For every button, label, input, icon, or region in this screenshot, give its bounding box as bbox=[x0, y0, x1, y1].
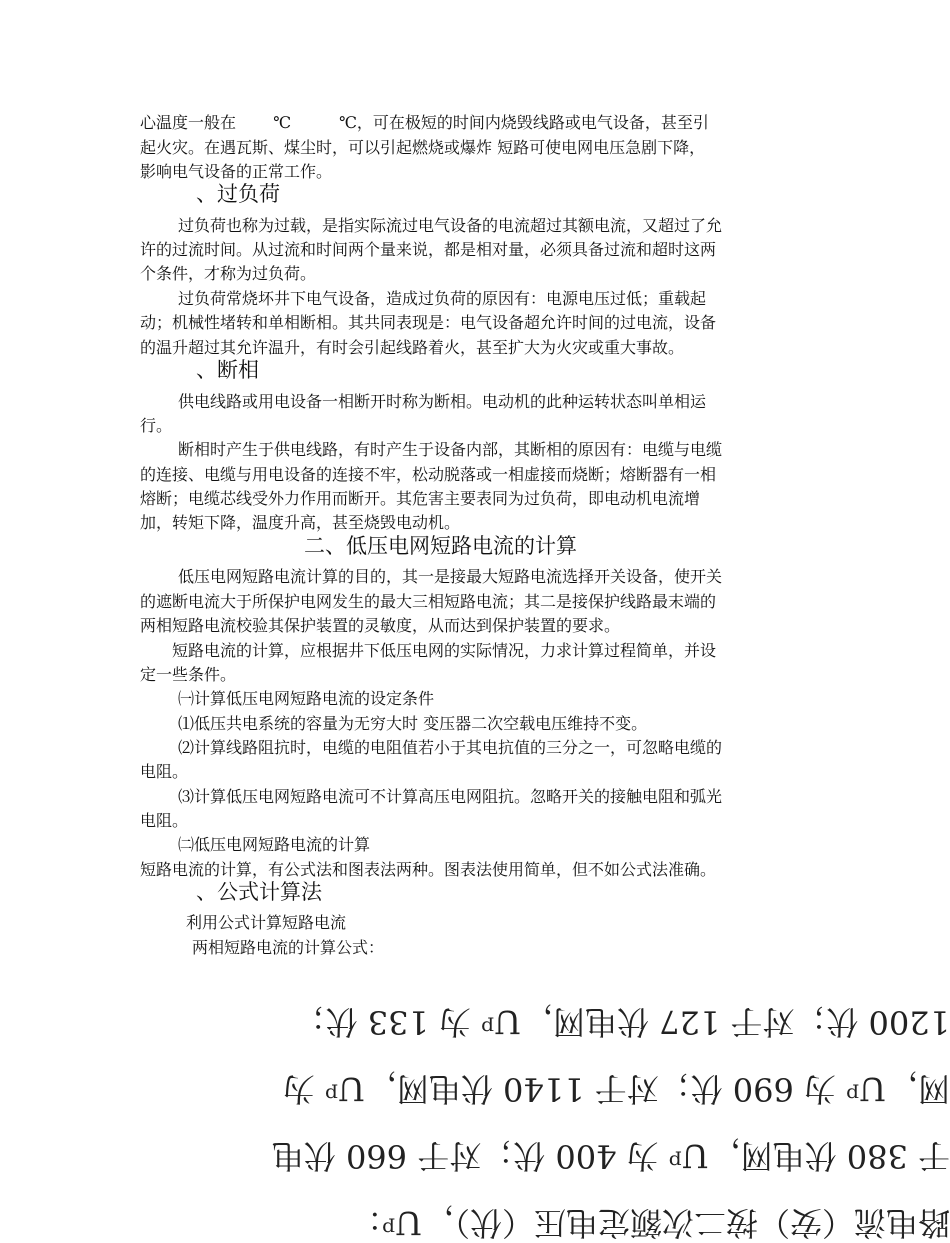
text-line: 起火灾。在遇瓦斯、煤尘时，可以引起燃烧或爆炸 短路可使电网电压急剧下降， bbox=[140, 138, 706, 157]
text-line: 过负荷也称为过载，是指实际流过电气设备的电流超过其额电流，又超过了允 bbox=[178, 216, 723, 235]
text-line: 短路电流的计算，有公式法和图表法两种。图表法使用简单，但不如公式法准确。 bbox=[140, 860, 717, 879]
section-heading: 、断相 bbox=[196, 358, 259, 382]
text-line: 电阻。 bbox=[140, 762, 189, 781]
text-line: 加，转矩下降，温度升高，甚至烧毁电动机。 bbox=[140, 513, 461, 532]
text-line: 熔断；电缆芯线受外力作用而断开。其危害主要表同为过负荷，即电动机电流增 bbox=[140, 489, 701, 508]
text-line: 许的过流时间。从过流和时间两个量来说，都是相对量，必须具备过流和超时这两 bbox=[140, 240, 717, 259]
subheading: ㈡低压电网短路电流的计算 bbox=[178, 835, 371, 854]
text-line: 低压电网短路电流计算的目的，其一是接最大短路电流选择开关设备，使开关 bbox=[178, 567, 723, 586]
text-line: ⑵计算线路阻抗时，电缆的电阻值若小于其电抗值的三分之一，可忽略电缆的 bbox=[178, 738, 723, 757]
section-heading: 、公式计算法 bbox=[196, 880, 322, 904]
text-line: 供电线路或用电设备一相断开时称为断相。电动机的此种运转状态叫单相运 bbox=[178, 392, 707, 411]
section-heading: 、过负荷 bbox=[196, 182, 280, 206]
text-line: 短路电流的计算，应根据井下低压电网的实际情况，力求计算过程简单，并设 bbox=[172, 641, 717, 660]
text-line: 行。 bbox=[140, 416, 173, 435]
text-line: 的连接、电缆与用电设备的连接不牢，松动脱落或一相虚接而烧断；熔断器有一相 bbox=[140, 465, 717, 484]
text-line: 两相短路电流的计算公式： bbox=[192, 938, 385, 957]
text-line: 个条件，才称为过负荷。 bbox=[140, 264, 317, 283]
rotated-text-line: 路电流（安）按二次额定电压（伏），Uᵖ： bbox=[350, 1204, 950, 1242]
subheading: ㈠计算低压电网短路电流的设定条件 bbox=[178, 689, 435, 708]
text-line: 电阻。 bbox=[140, 811, 189, 830]
rotated-text-line: 于 380 伏电网，Uᵖ 为 400 伏；对于 660 伏电 bbox=[271, 1137, 950, 1175]
text-line: 定一些条件。 bbox=[140, 665, 237, 684]
text-line: 影响电气设备的正常工作。 bbox=[140, 162, 333, 181]
text-line: ⑶计算低压电网短路电流可不计算高压电网阻抗。忽略开关的接触电阻和弧光 bbox=[178, 787, 723, 806]
chapter-heading: 二、低压电网短路电流的计算 bbox=[304, 534, 577, 558]
text-line: 两相短路电流校验其保护装置的灵敏度，从而达到保护装置的要求。 bbox=[140, 616, 621, 635]
text-line: ⑴低压共电系统的容量为无穷大时 变压器二次空载电压维持不变。 bbox=[178, 714, 648, 733]
text-line: 的温升超过其允许温升，有时会引起线路着火，甚至扩大为火灾或重大事故。 bbox=[140, 338, 685, 357]
text-line: 的遮断电流大于所保护电网发生的最大三相短路电流；其二是接保护线路最末端的 bbox=[140, 592, 717, 611]
text-line: 利用公式计算短路电流 bbox=[186, 913, 347, 932]
rotated-text-line: 1200 伏；对于 127 伏电网，Uᵖ 为 133 伏； bbox=[293, 1003, 950, 1041]
text-line: 断相时产生于供电线路，有时产生于设备内部，其断相的原因有：电缆与电缆 bbox=[178, 440, 723, 459]
text-line: 动；机械性堵转和单相断相。其共同表现是：电气设备超允许时间的过电流，设备 bbox=[140, 313, 717, 332]
rotated-text-line: 网，Uᵖ 为 690 伏；对于 1140 伏电网，Uᵖ 为 bbox=[282, 1070, 950, 1108]
text-line: 心温度一般在 ℃ ℃，可在极短的时间内烧毁线路或电气设备，甚至引 bbox=[140, 113, 709, 132]
text-line: 过负荷常烧坏井下电气设备，造成过负荷的原因有：电源电压过低；重载起 bbox=[178, 289, 707, 308]
